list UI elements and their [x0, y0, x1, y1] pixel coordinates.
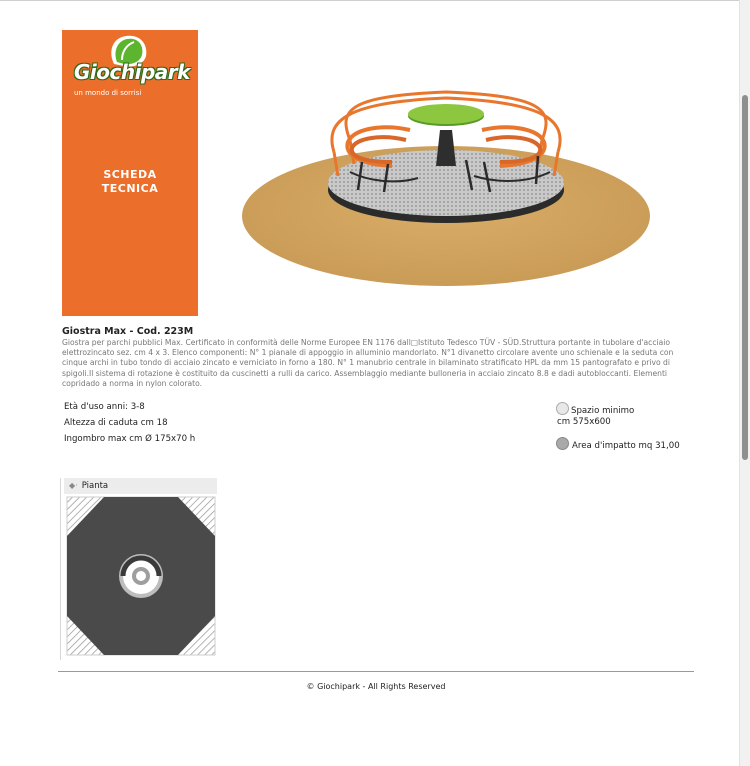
- product-title: Giostra Max - Cod. 223M: [62, 326, 194, 337]
- plan-panel: [60, 478, 217, 660]
- diamond-bullet-icon: ◆·: [69, 481, 78, 490]
- brand-logo: [62, 30, 198, 110]
- spec-fall-height: Altezza di caduta cm 18: [64, 418, 168, 428]
- impact-area-label: Area d'impatto mq 31,00: [572, 441, 680, 451]
- specs-list: [64, 399, 195, 447]
- min-space-label: Spazio minimo: [571, 406, 635, 416]
- spec-max-size: Ingombro max cm Ø 175x70 h: [64, 434, 196, 444]
- top-divider: [0, 0, 750, 1]
- footer-copyright: © Giochipark - All Rights Reserved: [306, 682, 446, 691]
- brand-tagline: un mondo di sorrisi: [74, 89, 142, 97]
- vertical-scrollbar[interactable]: [739, 0, 750, 766]
- min-space-value: cm 575x600: [557, 417, 611, 427]
- plan-label: Pianta: [81, 481, 109, 491]
- brand-panel: [62, 30, 198, 316]
- product-description: Giostra per parchi pubblici Max. Certificato in conformità delle Norme Europee EN 1176 dall□Istituto Tedesco TÜV - SÜD.Struttura portante in tubolare d'acciaio elettrozincato sez. cm 4 x 3. Elenco componenti: N° 1 pianale di appoggio in alluminio mandorlato. N°1 divanetto circolare avente uno schienale e la seduta con cinque archi in tubo tondo di acciaio zincato e verniciato in forno a 180. N° 1 manubrio centrale in bilaminato stratificato HPL da mm 15 pantografato e privo di spigoli.Il sistema di rotazione è costituito da cuscinetti a rulli da carico. Assemblaggio mediante bulloneria in acciaio zincato 8.8 e dadi autobloccanti. Elementi copridado a norma in nylon colorato.: [62, 338, 674, 388]
- footer-divider: [58, 671, 694, 672]
- plan-diagram: [66, 496, 216, 656]
- scrollbar-thumb[interactable]: [742, 95, 748, 460]
- plan-header: [64, 478, 217, 494]
- min-space-icon: [556, 402, 569, 415]
- brand-name: Giochipark: [74, 60, 190, 84]
- spec-age: Età d'uso anni: 3-8: [64, 402, 145, 412]
- document-type: [62, 168, 198, 196]
- product-image: [238, 80, 654, 290]
- impact-area-icon: [556, 437, 569, 450]
- document-type-line1: SCHEDA: [103, 168, 157, 181]
- document-type-line2: TECNICA: [101, 182, 159, 195]
